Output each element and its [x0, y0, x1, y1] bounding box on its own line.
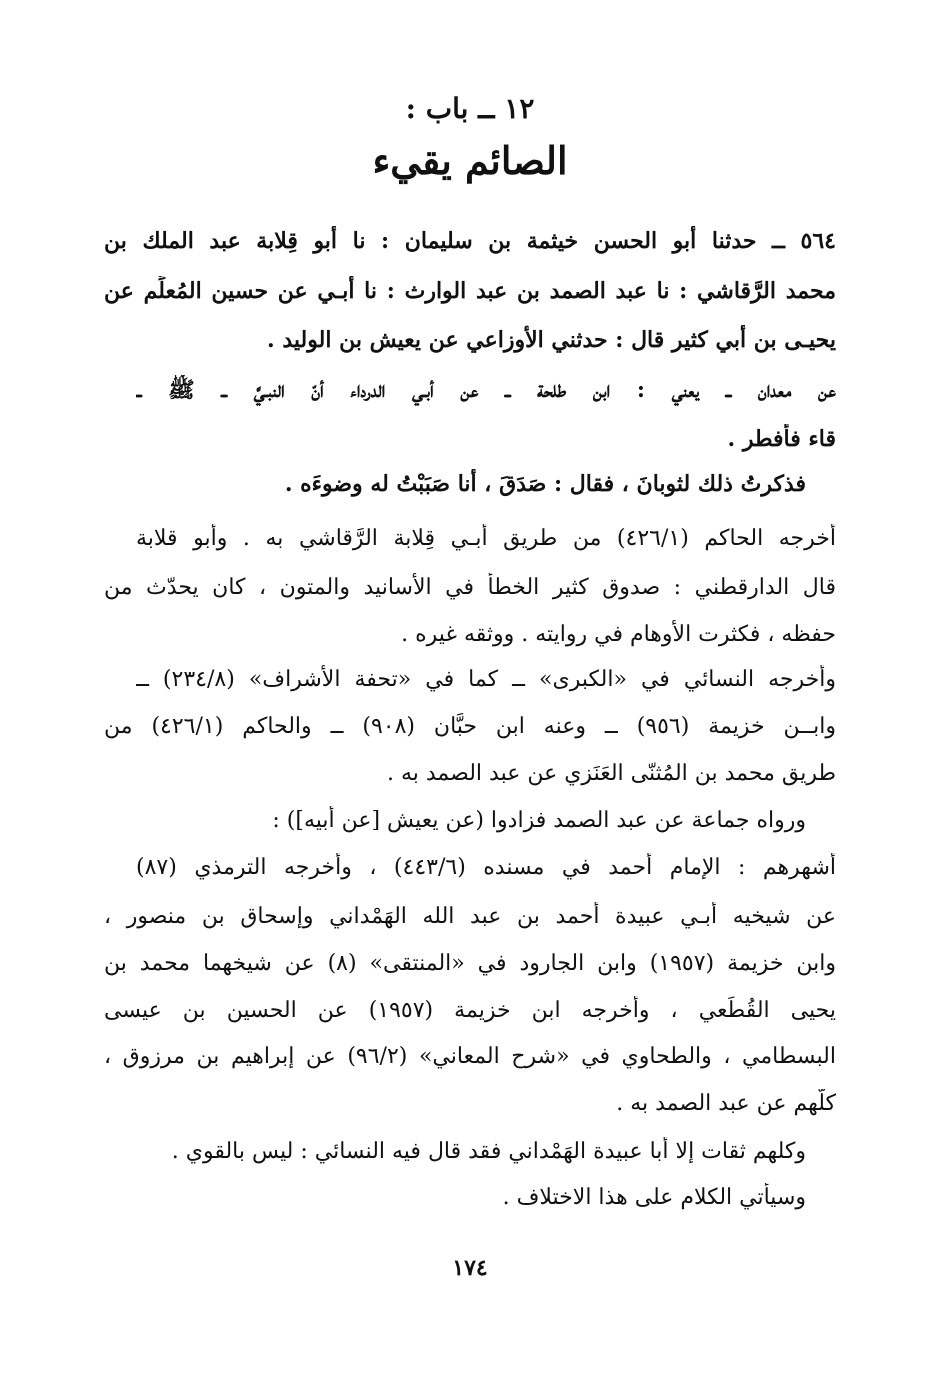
commentary-line: وابــن خزيمة (٩٥٦) ــ وعنه ابن حبَّان (٩٠٨) ــ والحاكم (٤٢٦/١) من — [104, 714, 836, 739]
commentary-line: أشهرهم : الإمام أحمد في مسنده (٤٤٣/٦) ، وأخرجه الترمذي (٨٧) — [136, 855, 836, 880]
hadith-line: ٥٦٤ ــ حدثنا أبو الحسن خيثمة بن سليمان : نا أبو قِلابة عبد الملك بن — [104, 228, 836, 254]
hadith-line: قاء فأفطر . — [727, 426, 836, 452]
hadith-line: يحيـى بن أبي كثير قال : حدثني الأوزاعي عن يعيش بن الوليد . — [267, 327, 836, 353]
commentary-line: وابن خزيمة (١٩٥٧) وابن الجارود في «المنتقى» (٨) عن شيخهما محمد بن — [104, 951, 836, 976]
commentary-line: يحيى القُطَعي ، وأخرجه ابن خزيمة (١٩٥٧) عن الحسين بن عيسى — [104, 998, 836, 1023]
commentary-line: عن شيخيه أبـي عبيدة أحمد بن عبد الله الهَمْداني وإسحاق بن منصور ، — [104, 904, 836, 929]
commentary-line: البسطامي ، والطحاوي في «شرح المعاني» (٩٦/٢) عن إبراهيم بن مرزوق ، — [104, 1044, 836, 1069]
commentary-line: وأخرجه النسائي في «الكبرى» ــ كما في «تحفة الأشراف» (٢٣٤/٨) ــ — [136, 667, 836, 692]
hadith-line: فذكرتُ ذلك لثوبانَ ، فقال : صَدَقَ ، أنا صَبَبْتُ له وضوءَه . — [284, 471, 806, 497]
commentary-line: كلُّهم عن عبد الصمد به . — [616, 1091, 836, 1116]
commentary-line: وكلهم ثقات إلا أبا عبيدة الهَمْداني فقد قال فيه النسائي : ليس بالقوي . — [171, 1139, 806, 1164]
chapter-number: ١٢ ــ باب : — [405, 92, 535, 125]
hadith-line: محمد الرَّقاشي : نا عبد الصمد بن عبد الوارث : نا أبـي عن حسين المُعلِّم عن — [104, 278, 836, 304]
commentary-line: أخرجه الحاكم (٤٢٦/١) من طريق أبـي قِلابة الرَّقاشي به . وأبو قلابة — [136, 526, 836, 551]
commentary-line: حفظه ، فكثرت الأوهام في روايته . ووثقه غيره . — [401, 622, 836, 647]
page-number: ١٧٤ — [452, 1255, 488, 1281]
commentary-line: قال الدارقطني : صدوق كثير الخطأ في الأسانيد والمتون ، كان يحدّث من — [104, 575, 836, 600]
commentary-line: طريق محمد بن المُثنّى العَنَزي عن عبد الصمد به . — [386, 761, 836, 786]
hadith-line: عن معدان ــ يعني : ابن طلحة ــ عن أبـي الدرداء أنّ النبـيَّ ــ ﷺ ــ — [136, 377, 836, 403]
commentary-line: وسيأتي الكلام على هذا الاختلاف . — [502, 1185, 806, 1210]
commentary-line: ورواه جماعة عن عبد الصمد فزادوا (عن يعيش [عن أبيه]) : — [272, 808, 806, 833]
chapter-title: الصائم يقيء — [372, 138, 568, 183]
